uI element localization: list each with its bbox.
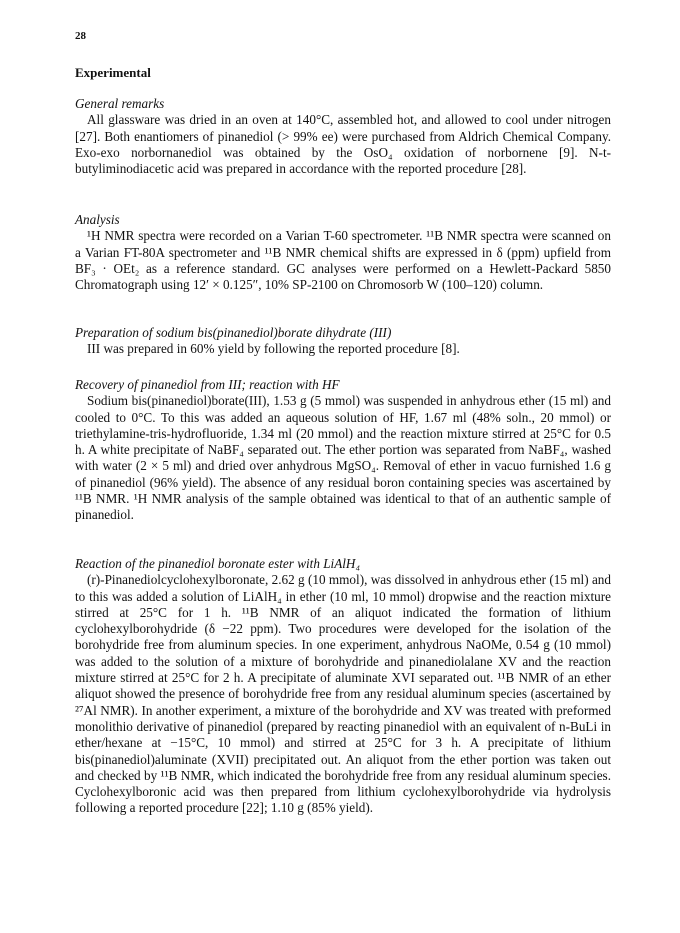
section-preparation xyxy=(75,325,611,358)
subsection-heading: Analysis xyxy=(75,212,120,227)
paragraph: (r)-Pinanediolcyclohexylboronate, 2.62 g (10 mmol), was dissolved in anhydrous ether (15 ml) and to this was added a solution of LiAlH₄ in ether (10 ml, 10 mmol) dropwise and the reaction mixture stirred at 25°C for 1 h. ¹¹B NMR of an aliquot indicated the formation of lithium cyclohexylborohydride (δ −22 ppm). Two procedures were developed for the isolation of the borohydride free from aluminum species. In one experiment, anhydrous NaOMe, 0.54 g (10 mmol) was added to the solution of a mixture of borohydride and pinanediolalane XV and the reaction mixture stirred at 25°C for 2 h. A precipitate of aluminate XVI separated out. ¹¹B NMR of an ether aliquot showed the presence of borohydride free from any residual aluminum species (ascertained by ²⁷Al NMR). In another experiment, a mixture of the borohydride and XV was treated with preformed monolithio derivative of pinanediol (prepared by reacting pinanediol with an equivalent of n-BuLi in ether/hexane at −15°C, 10 mmol) and stirred at 25°C for 3 h. A precipitate of lithium bis(pinanediol)aluminate (XVII) precipitated out. An aliquot from the ether portion was taken out and checked by ¹¹B NMR, which indicated the borohydride free from any residual aluminum species. Cyclohexylboronic acid was then prepared from lithium cyclohexylborohydride via hydrolysis following a reported procedure [22]; 1.10 g (85% yield). xyxy=(75,572,611,816)
paragraph: ¹H NMR spectra were recorded on a Varian T-60 spectrometer. ¹¹B NMR spectra were scanned on a Varian FT-80A spectrometer and ¹¹B NMR chemical shifts are expressed in δ (ppm) upfield from BF₃ · OEt₂ as a reference standard. GC analyses were performed on a Hewlett-Packard 5850 Chromatograph using 12′ × 0.125″, 10% SP-2100 on Chromosorb W (100–120) column. xyxy=(75,228,611,293)
section-analysis xyxy=(75,212,611,293)
subsection-heading: Recovery of pinanediol from III; reaction with HF xyxy=(75,377,340,392)
subsection-heading: General remarks xyxy=(75,96,165,111)
section-recovery xyxy=(75,377,611,524)
subsection-heading: Preparation of sodium bis(pinanediol)borate dihydrate (III) xyxy=(75,325,392,340)
page-number: 28 xyxy=(75,30,86,42)
paragraph: Sodium bis(pinanediol)borate(III), 1.53 g (5 mmol) was suspended in anhydrous ether (15 ml) and cooled to 0°C. To this was added an aqueous solution of HF, 1.67 ml (48% soln., 20 mmol) or triethylamine-tris-hydrofluoride, 1.34 ml (20 mmol) and the reaction mixture stirred at 25°C for 0.5 h. A white precipitate of NaBF₄ separated out. The ether portion was separated from NaBF₄, washed with water (2 × 5 ml) and dried over anhydrous MgSO₄. Removal of ether in vacuo furnished 1.6 g of pinanediol (96% yield). The absence of any residual boron containing species was ascertained by ¹¹B NMR. ¹H NMR analysis of the sample obtained was identical to that of an authentic sample of pinanediol. xyxy=(75,393,611,523)
section-reaction xyxy=(75,556,611,817)
section-title: Experimental xyxy=(75,65,151,80)
section-general-remarks xyxy=(75,96,611,177)
paragraph: All glassware was dried in an oven at 140°C, assembled hot, and allowed to cool under nitrogen [27]. Both enantiomers of pinanediol (> 99% ee) were purchased from Aldrich Chemical Company. Exo-exo norbornanediol was obtained by the OsO₄ oxidation of norbornene [9]. N-t-butyliminodiacetic acid was prepared in accordance with the reported procedure [28]. xyxy=(75,112,611,177)
subsection-heading: Reaction of the pinanediol boronate ester with LiAlH₄ xyxy=(75,556,361,571)
paragraph: III was prepared in 60% yield by following the reported procedure [8]. xyxy=(87,341,460,357)
